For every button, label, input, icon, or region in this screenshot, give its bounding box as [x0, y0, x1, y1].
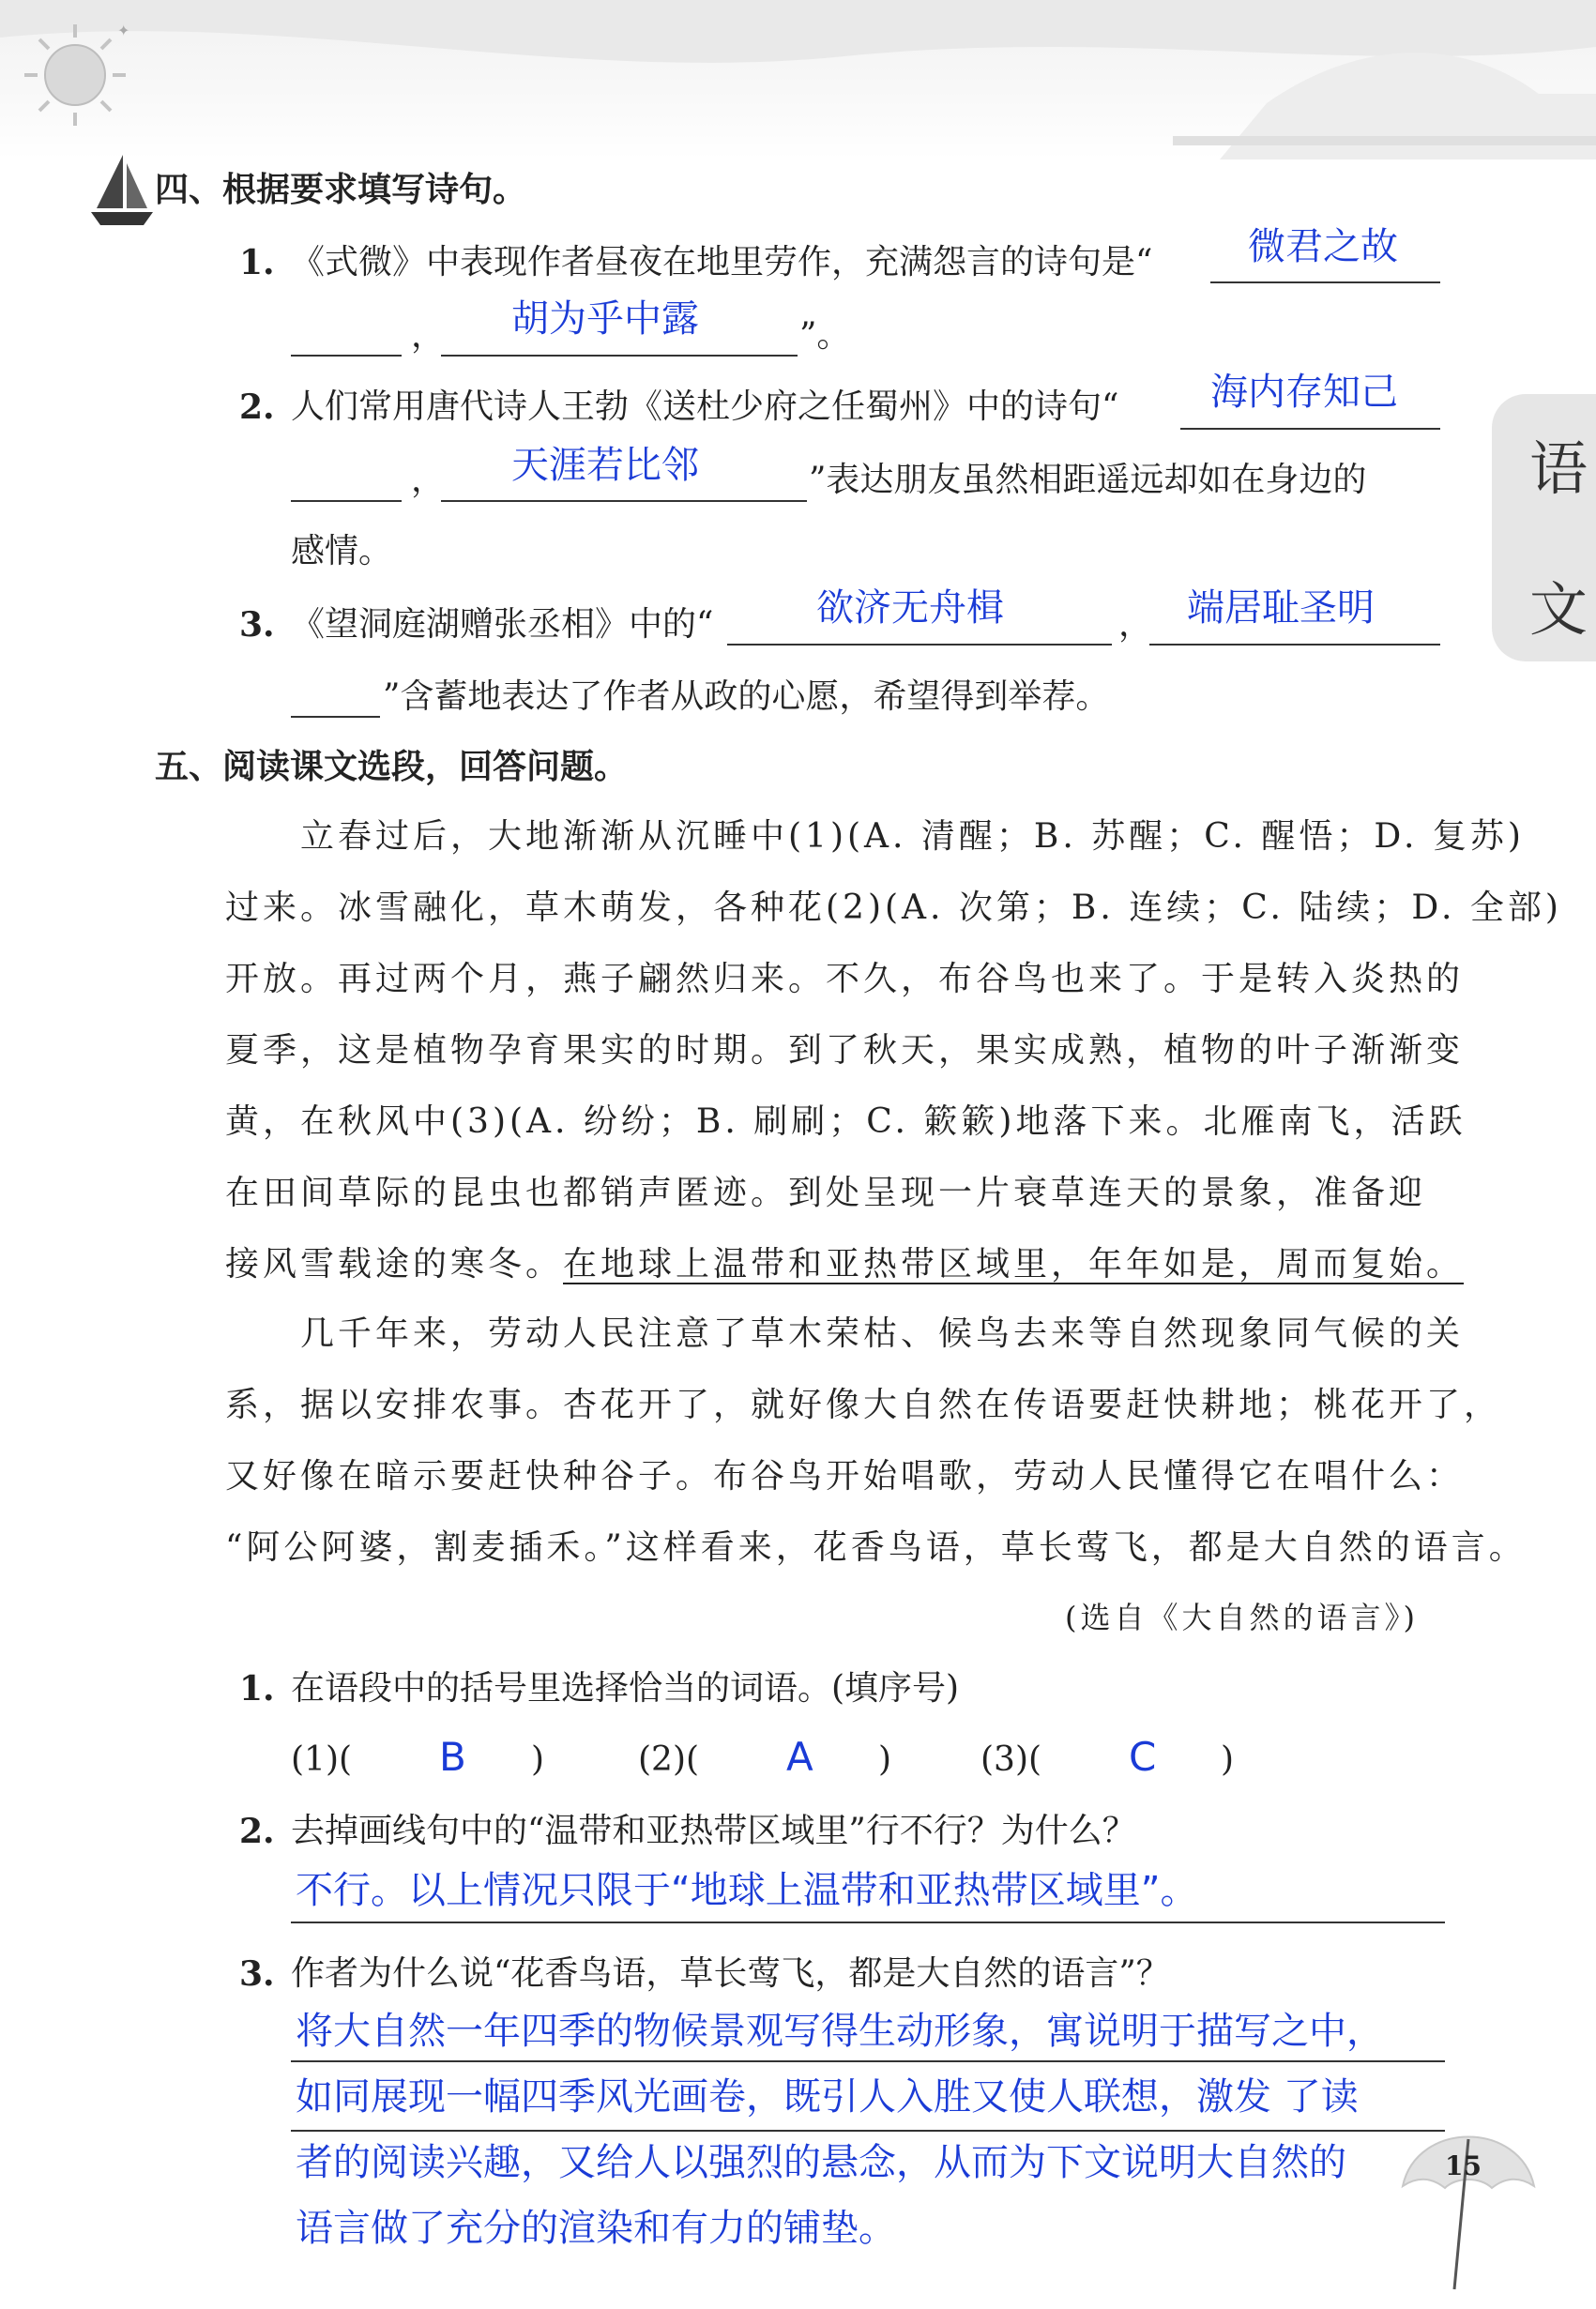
- section5-title: 五、阅读课文选段，回答问题。: [155, 748, 629, 786]
- passage-line: 几千年来，劳动人民注意了草木荣枯、候鸟去来等自然现象同气候的关: [300, 1314, 1465, 1353]
- choice-blank-close: ): [531, 1740, 545, 1779]
- passage-line: “阿公阿婆，割麦插禾。”这样看来，花香鸟语，草长莺飞，都是大自然的语言。: [225, 1528, 1527, 1567]
- q3-number: 3.: [239, 605, 275, 645]
- page-number: 15: [1445, 2150, 1482, 2181]
- q3-answer1: 欲济无舟楫: [816, 586, 1004, 630]
- header-wave-decoration: [0, 0, 1596, 160]
- passage-line: 接风雪载途的寒冬。: [225, 1245, 564, 1284]
- q3-blank1-line: [727, 644, 1112, 646]
- s5-q3-rule: [291, 2130, 1445, 2132]
- choice-blank-open: (2)(: [638, 1740, 700, 1779]
- passage-line: 在田间草际的昆虫也都销声匿迹。到处呈现一片衰草连天的景象，准备迎: [225, 1174, 1427, 1212]
- sun-icon: [19, 19, 131, 131]
- s5-q3-rule: [291, 2060, 1445, 2062]
- s5-q3-answer-line: 如同展现一幅四季风光画卷，既引人入胜又使人联想，激发 了读: [296, 2075, 1359, 2119]
- umbrella-icon: [1398, 2102, 1539, 2308]
- q2-answer1: 海内存知己: [1210, 371, 1398, 414]
- choice-blank-close: ): [878, 1740, 892, 1779]
- sailboat-icon: [89, 150, 155, 235]
- choice-answer: C: [1129, 1734, 1157, 1780]
- s5-q2-answer-line: [291, 1922, 1445, 1923]
- choice-blank-close: ): [1221, 1740, 1235, 1779]
- q3-blank2-line: [1149, 644, 1440, 646]
- q2-answer2: 天涯若比邻: [511, 444, 699, 487]
- q2-blank1-cont-line: [291, 500, 402, 502]
- subject-side-tab: [1492, 394, 1596, 661]
- q2-text: 人们常用唐代诗人王勃《送杜少府之任蜀州》中的诗句“: [291, 387, 1119, 426]
- passage-line: 系，据以安排农事。杏花开了，就好像大自然在传语要赶快耕地；桃花开了，: [225, 1386, 1502, 1424]
- q2-blank2-line: [441, 500, 807, 502]
- q1-text: 《式微》中表现作者昼夜在地里劳作，充满怨言的诗句是“: [291, 243, 1153, 281]
- q3-answer2: 端居耻圣明: [1187, 586, 1375, 630]
- s5-q3-answer-line: 将大自然一年四季的物候景观写得生动形象，寓说明于描写之中，: [296, 2010, 1384, 2053]
- choice-answer: A: [786, 1734, 813, 1780]
- q1-blank2-line: [441, 355, 798, 357]
- passage-line: 黄，在秋风中(3)(A. 纷纷；B. 刷刷；C. 簌簌)地落下来。北雁南飞，活跃: [225, 1102, 1467, 1141]
- s5-q1-text: 在语段中的括号里选择恰当的词语。(填序号): [291, 1669, 960, 1708]
- choice-blank-open: (1)(: [291, 1740, 353, 1779]
- s5-q3-text: 作者为什么说“花香鸟语，草长莺飞，都是大自然的语言”？: [291, 1954, 1170, 1993]
- passage-line: 开放。再过两个月，燕子翩然归来。不久，布谷鸟也来了。于是转入炎热的: [225, 960, 1465, 998]
- q2-text-b: ”表达朋友虽然相距遥远却如在身边的: [809, 461, 1367, 499]
- passage-line: 过来。冰雪融化，草木萌发，各种花(2)(A. 次第；B. 连续；C. 陆续；D. 全部): [225, 889, 1562, 927]
- passage-line: 夏季，这是植物孕育果实的时期。到了秋天，果实成熟，植物的叶子渐渐变: [225, 1031, 1465, 1070]
- side-tab-char: 文: [1529, 575, 1588, 644]
- s5-q1-number: 1.: [239, 1669, 275, 1709]
- q3-sep: ，: [1118, 605, 1153, 644]
- s5-q3-answer-line: 语言做了充分的渲染和有力的铺垫。: [296, 2207, 896, 2250]
- q2-blank1-line: [1180, 428, 1440, 430]
- q3-text-b: ”含蓄地表达了作者从政的心愿，希望得到举荐。: [383, 677, 1110, 716]
- choice-answer: B: [439, 1734, 466, 1780]
- q1-blank1-cont-line: [291, 355, 402, 357]
- passage-source: (选自《大自然的语言》): [1065, 1600, 1419, 1635]
- q3-text: 《望洞庭湖赠张丞相》中的“: [291, 605, 714, 644]
- section4-title: 四、根据要求填写诗句。: [155, 171, 527, 209]
- q2-number: 2.: [239, 387, 275, 427]
- s5-q3-number: 3.: [239, 1954, 275, 1994]
- q2-text-c: 感情。: [291, 532, 393, 570]
- q2-sep: ，: [411, 461, 446, 499]
- q1-blank1-line: [1210, 281, 1440, 283]
- q1-close: ”。: [799, 316, 851, 355]
- q3-blank2-cont-line: [291, 716, 380, 718]
- svg-text:✦: ✦: [117, 22, 130, 39]
- choice-blank-open: (3)(: [980, 1740, 1042, 1779]
- side-tab-char: 语: [1529, 434, 1588, 503]
- s5-q2-text: 去掉画线句中的“温带和亚热带区域里”行不行？为什么？: [291, 1812, 1136, 1850]
- passage-line: 立春过后，大地渐渐从沉睡中(1)(A. 清醒；B. 苏醒；C. 醒悟；D. 复苏): [300, 817, 1525, 856]
- q1-number: 1.: [239, 243, 275, 282]
- passage-line: 又好像在暗示要赶快种谷子。布谷鸟开始唱歌，劳动人民懂得它在唱什么：: [225, 1457, 1465, 1496]
- s5-q2-answer: 不行。以上情况只限于“地球上温带和亚热带区域里”。: [296, 1869, 1198, 1912]
- s5-q3-answer-line: 者的阅读兴趣，又给人以强烈的悬念，从而为下文说明大自然的: [296, 2141, 1346, 2184]
- underlined-sentence: 在地球上温带和亚热带区域里，年年如是，周而复始。: [563, 1245, 1465, 1284]
- q1-answer1: 微君之故: [1248, 225, 1398, 268]
- q1-sep: ，: [411, 316, 446, 355]
- q1-answer2: 胡为乎中露: [511, 297, 699, 341]
- s5-q2-number: 2.: [239, 1812, 275, 1851]
